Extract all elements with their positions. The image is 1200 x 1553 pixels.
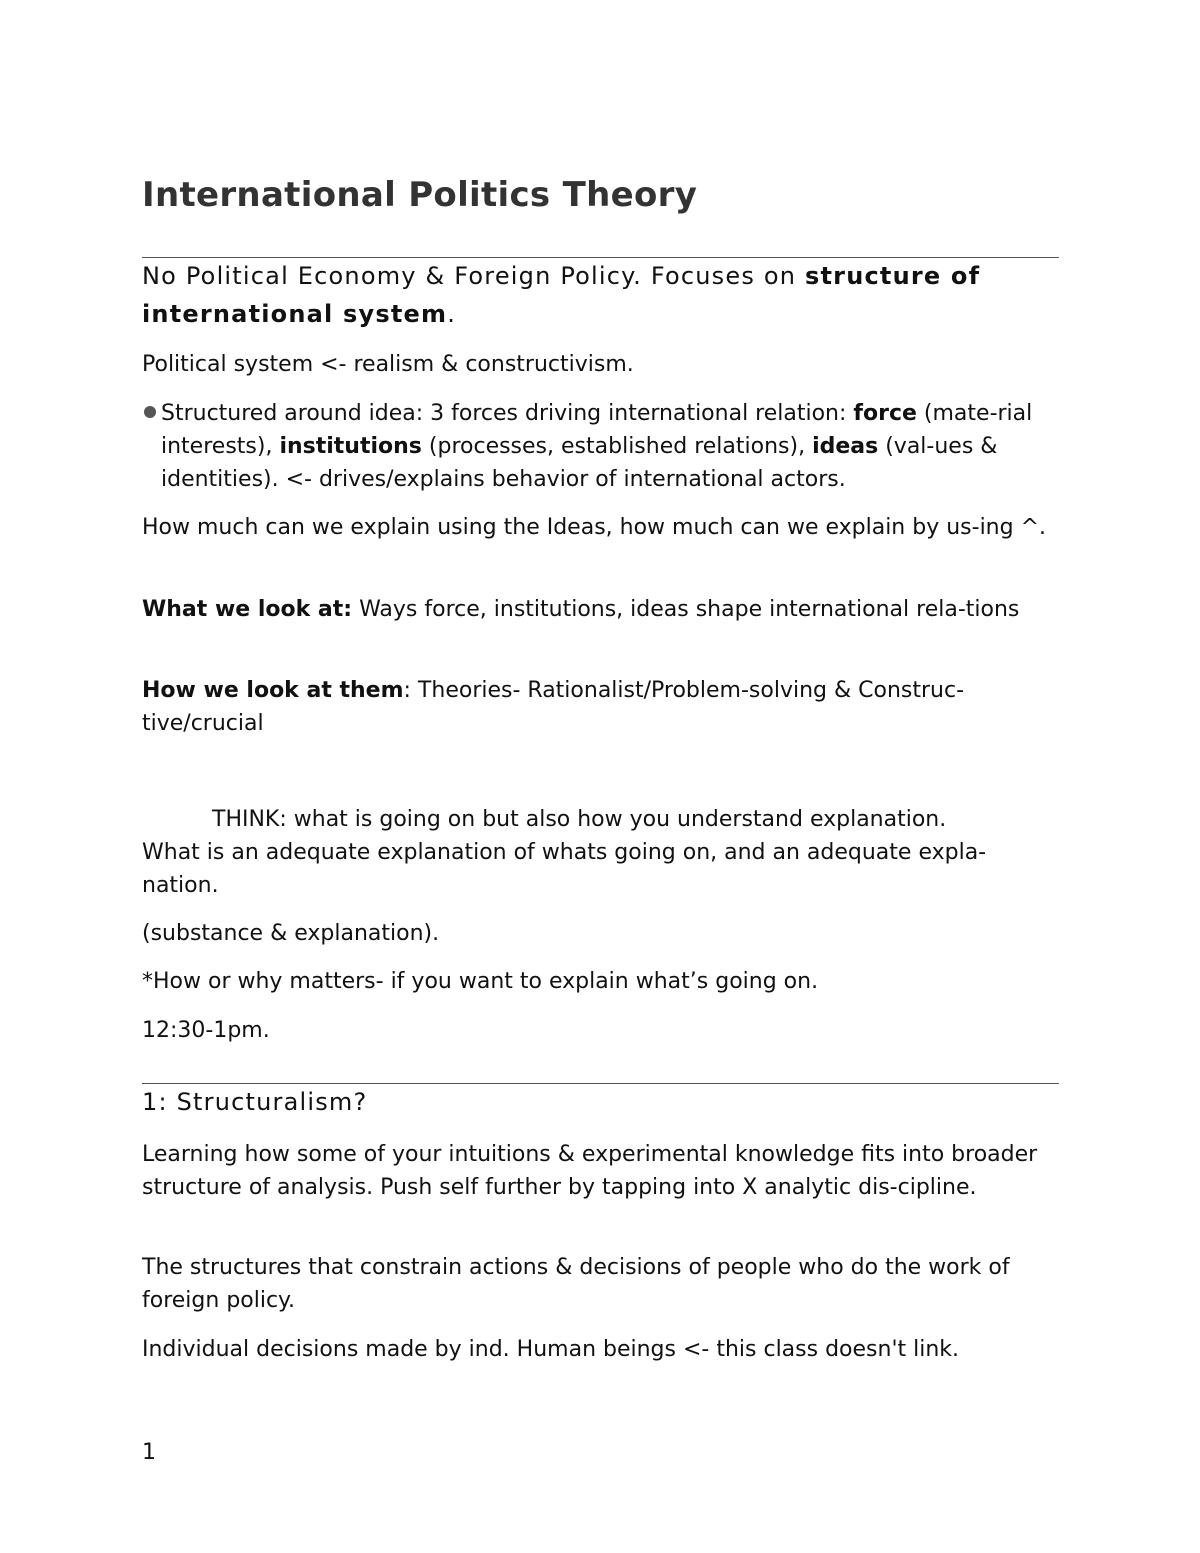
bullet-dot-icon — [144, 406, 156, 418]
adequate-explanation-paragraph: What is an adequate explanation of whats going on, and an adequate expla-nation. — [142, 840, 987, 898]
think-line: THINK: what is going on but also how you understand explanation. — [212, 807, 947, 832]
bullet-force: force — [853, 401, 917, 426]
section-paragraph-2: The structures that constrain actions & decisions of people who do the work of foreign policy. — [142, 1255, 1010, 1313]
bullet-ideas: ideas — [812, 434, 879, 459]
bullet-institutions: institutions — [279, 434, 422, 459]
section-heading: 1: Structuralism? — [142, 1088, 368, 1116]
intro-tail: . — [447, 300, 457, 328]
political-system-paragraph: Political system <- realism & constructivism. — [142, 352, 634, 377]
time-paragraph: 12:30-1pm. — [142, 1018, 270, 1043]
how-we-look-text: : Theories- Rationalist/Problem-solving & Construc-tive/crucial — [142, 678, 965, 736]
intro-heading — [142, 257, 1059, 333]
how-we-look-label: How we look at them — [142, 678, 404, 703]
forces-bullet — [161, 397, 1059, 496]
page-title: International Politics Theory — [142, 175, 698, 215]
section-paragraph-1: Learning how some of your intuitions & experimental knowledge fits into broader structure of analysis. Push self further by tapping into X analytic dis-cipline. — [142, 1142, 1038, 1200]
bullet-text-3: (processes, established relations), — [421, 434, 813, 459]
bullet-text-2: (mate-rial interests), — [161, 401, 1033, 459]
intro-lead: No Political Economy & Foreign Policy. Focuses on — [142, 262, 805, 290]
intro-bold: structure of international system — [142, 262, 981, 328]
page-number: 1 — [142, 1440, 156, 1465]
bullet-text-4: (val-ues & identities). <- drives/explains behavior of international actors. — [161, 434, 998, 492]
what-we-look-label: What we look at: — [142, 597, 353, 622]
section-paragraph-3: Individual decisions made by ind. Human beings <- this class doesn't link. — [142, 1337, 960, 1362]
bullet-text-1: Structured around idea: 3 forces driving international relation: — [161, 401, 854, 426]
what-we-look-text: Ways force, institutions, ideas shape international rela-tions — [352, 597, 1020, 622]
what-we-look-paragraph — [142, 593, 1059, 626]
how-much-paragraph: How much can we explain using the Ideas, how much can we explain by us-ing ^. — [142, 515, 1047, 540]
how-or-why-paragraph: *How or why matters- if you want to explain what’s going on. — [142, 969, 819, 994]
how-we-look-paragraph — [142, 674, 1059, 740]
substance-paragraph: (substance & explanation). — [142, 921, 440, 946]
